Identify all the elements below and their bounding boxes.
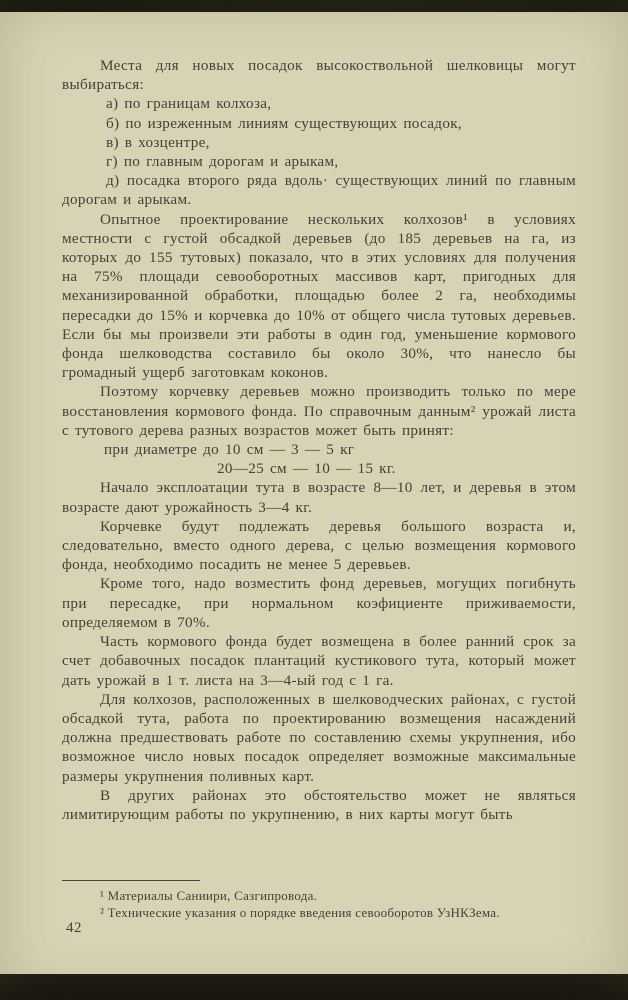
- footnote-2: ² Технические указания о порядке введения севооборотов УзНКЗема.: [100, 905, 500, 920]
- list-item-v: в) в хозцентре,: [106, 133, 210, 151]
- footnote-1: ¹ Материалы Саниири, Сазгипровода.: [100, 888, 318, 903]
- paragraph-other-districts: В других районах это обстоятельство может не являться лимитирующим работы по укрупнению, в них карты могут быть: [62, 786, 576, 823]
- list-item-d: д) посадка второго ряда вдоль· существующих линий по главным дорогам и арыкам.: [62, 172, 576, 209]
- footnote-block: [62, 880, 576, 921]
- page-top-edge: [0, 0, 628, 12]
- page-number: 42: [66, 920, 82, 936]
- list-item-a: а) по границам колхоза,: [106, 95, 272, 113]
- paragraph-uprooting: Корчевке будут подлежать деревья большого возраста и, следовательно, вместо одного дерева, с целью возмещения кормового фонда, необходимо посадить не менее 5 деревьев.: [62, 517, 576, 574]
- page-bottom-edge: [0, 974, 628, 1000]
- paragraph-intro: Места для новых посадок высокоствольной шелковицы могут выбираться:: [62, 57, 576, 94]
- paragraph-restore: Поэтому корчевку деревьев можно производить только по мере восстановления кормового фонда. По справочным данным² урожай листа с тутового дерева разных возрастов может быть принят:: [62, 383, 576, 439]
- paragraph-bush-fund: Часть кормового фонда будет возмещена в более ранний срок за счет добавочных посадок плантаций кустикового тута, который может дать урожай в 1 т. листа на 3—4-ый год с 1 га.: [62, 633, 576, 689]
- footnote-separator-rule: [62, 880, 200, 881]
- yield-line-2: 20—25 см — 10 — 15 кг.: [217, 460, 396, 478]
- paragraph-experiment: Опытное проектирование нескольких колхозов¹ в условиях местности с густой обсадкой деревьев (до 185 деревьев на га, из которых до 155 тутовых) показало, что в этих условиях для получения на 75% площади севооборотных массивов карт, пригодных для механизированной обработки, площадью более 2 га, необходимы пересадки до 15% и корчевка до 10% от общего числа тутовых деревьев. Если бы мы произвели эти работы в один год, уменьшение кормового фонда шелководства составило бы около 30%, что нанесло бы громадный ущерб заготовкам коконов.: [62, 210, 576, 382]
- paragraph-start-age: Начало эксплоатации тута в возрасте 8—10 лет, и деревья в этом возрасте дают урожайность 3—4 кг.: [62, 479, 576, 516]
- yield-line-1: при диаметре до 10 см — 3 — 5 кг: [104, 441, 355, 459]
- paragraph-kolkhoz-design: Для колхозов, расположенных в шелководческих районах, с густой обсадкой тута, работа по проектированию возмещения насаждений должна предшествовать работе по составлению схемы укрупнения, ибо возможное число новых посадок определяет возможные максимальные размеры укрупнения поливных карт.: [62, 690, 576, 785]
- main-text: [62, 56, 576, 824]
- paragraph-replacement: Кроме того, надо возместить фонд деревьев, могущих погибнуть при пересадке, при нормальном коэфициенте приживаемости, определяемом в 70%.: [62, 575, 576, 631]
- list-item-b: б) по изреженным линиям существующих посадок,: [106, 114, 463, 132]
- list-item-g: г) по главным дорогам и арыкам,: [106, 153, 339, 171]
